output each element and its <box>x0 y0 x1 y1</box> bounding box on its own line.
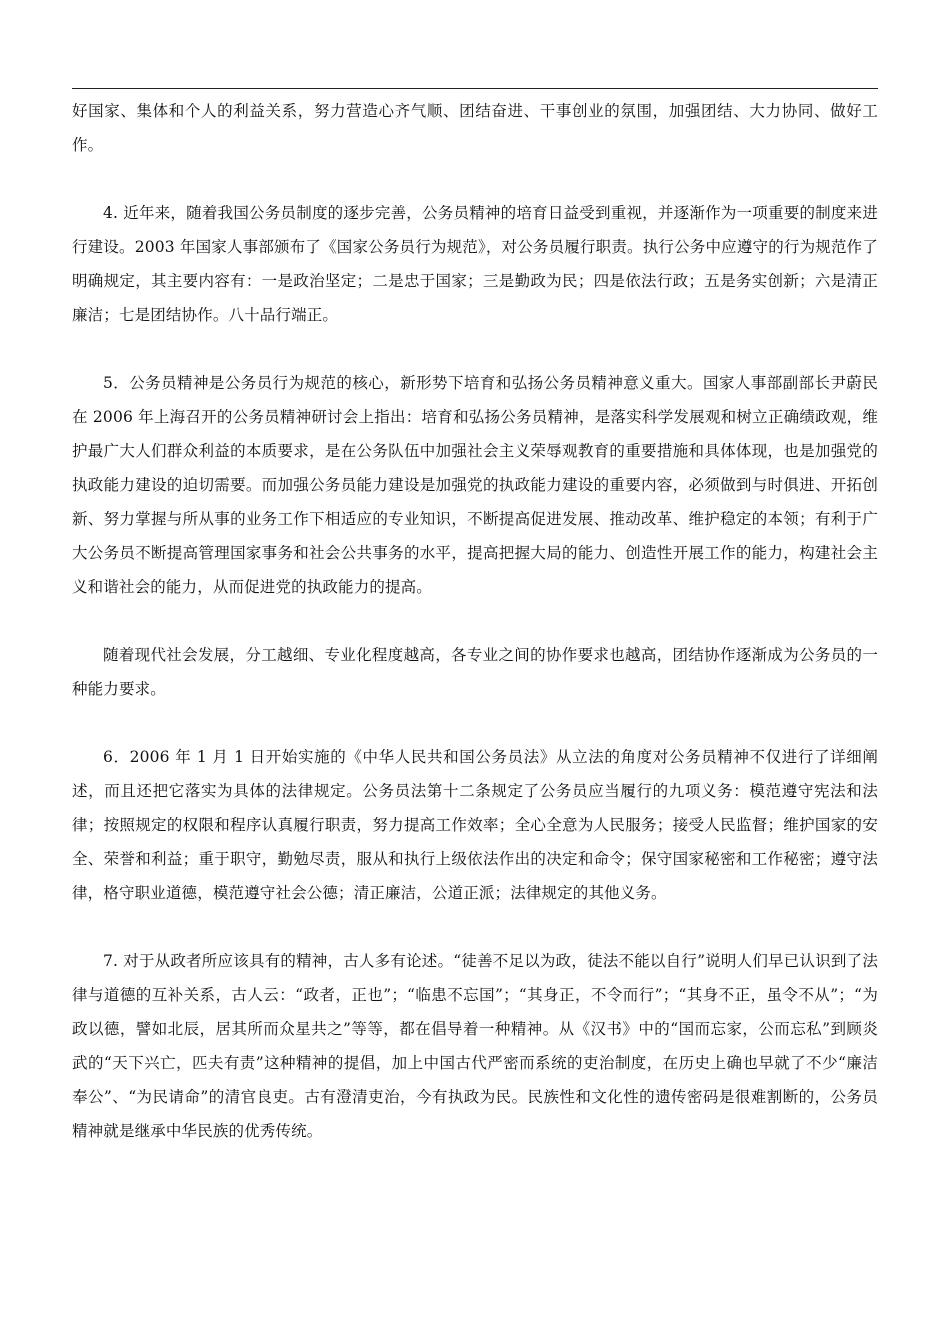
document-body <box>72 94 878 1182</box>
paragraph-item-5: 5．公务员精神是公务员行为规范的核心，新形势下培育和弘扬公务员精神意义重大。国家人事部副部长尹蔚民在 2006 年上海召开的公务员精神研讨会上指出：培育和弘扬公务员精神，是落实科学发展观和树立正确绩政观，维护最广大人们群众利益的本质要求，是在公务队伍中加强社会主义荣辱观教育的重要措施和具体体现，也是加强党的执政能力建设的迫切需要。而加强公务员能力建设是加强党的执政能力建设的重要内容，必须做到与时俱进、开拓创新、努力掌握与所从事的业务工作下相适应的专业知识，不断提高促进发展、推动改革、维护稳定的本领；有利于广大公务员不断提高管理国家事务和社会公共事务的水平，提高把握大局的能力、创造性开展工作的能力，构建社会主义和谐社会的能力，从而促进党的执政能力的提高。 <box>72 374 878 596</box>
paragraph-item-7: 7. 对于从政者所应该具有的精神，古人多有论述。“徒善不足以为政，徒法不能以自行”说明人们早已认识到了法律与道德的互补关系，古人云：“政者，正也”；“临患不忘国”；“其身正，不令而行”；“其身不正，虽令不从”；“为政以德，譬如北辰，居其所而众星共之”等等，都在倡导着一种精神。从《汉书》中的“国而忘家，公而忘私”到顾炎武的“天下兴亡，匹夫有责”这种精神的提倡，加上中国古代严密而系统的吏治制度，在历史上确也早就了不少“廉洁奉公”、“为民请命”的清官良吏。古有澄清吏治，今有执政为民。民族性和文化性的遗传密码是很难割断的，公务员精神就是继承中华民族的优秀传统。 <box>72 952 878 1140</box>
paragraph-item-4: 4. 近年来，随着我国公务员制度的逐步完善，公务员精神的培育日益受到重视，并逐渐作为一项重要的制度来进行建设。2003 年国家人事部颁布了《国家公务员行为规范》，对公务员履行职责。执行公务中应遵守的行为规范作了明确规定，其主要内容有：一是政治坚定；二是忠于国家；三是勤政为民；四是依法行政；五是务实创新；六是清正廉洁；七是团结协作。八十品行端正。 <box>72 204 878 324</box>
paragraph-continuation: 好国家、集体和个人的利益关系，努力营造心齐气顺、团结奋进、干事创业的氛围，加强团结、大力协同、做好工作。 <box>72 102 878 154</box>
header-rule <box>72 88 878 89</box>
paragraph-teamwork: 随着现代社会发展，分工越细、专业化程度越高，各专业之间的协作要求也越高，团结协作逐渐成为公务员的一种能力要求。 <box>72 646 878 698</box>
paragraph-item-6: 6．2006 年 1 月 1 日开始实施的《中华人民共和国公务员法》从立法的角度对公务员精神不仅进行了详细阐述，而且还把它落实为具体的法律规定。公务员法第十二条规定了公务员应当履行的九项义务：模范遵守宪法和法律；按照规定的权限和程序认真履行职责，努力提高工作效率；全心全意为人民服务；接受人民监督；维护国家的安全、荣誉和利益；重于职守，勤勉尽责，服从和执行上级依法作出的决定和命令；保守国家秘密和工作秘密；遵守法律，格守职业道德，模范遵守社会公德；清正廉洁，公道正派；法律规定的其他义务。 <box>72 748 878 902</box>
